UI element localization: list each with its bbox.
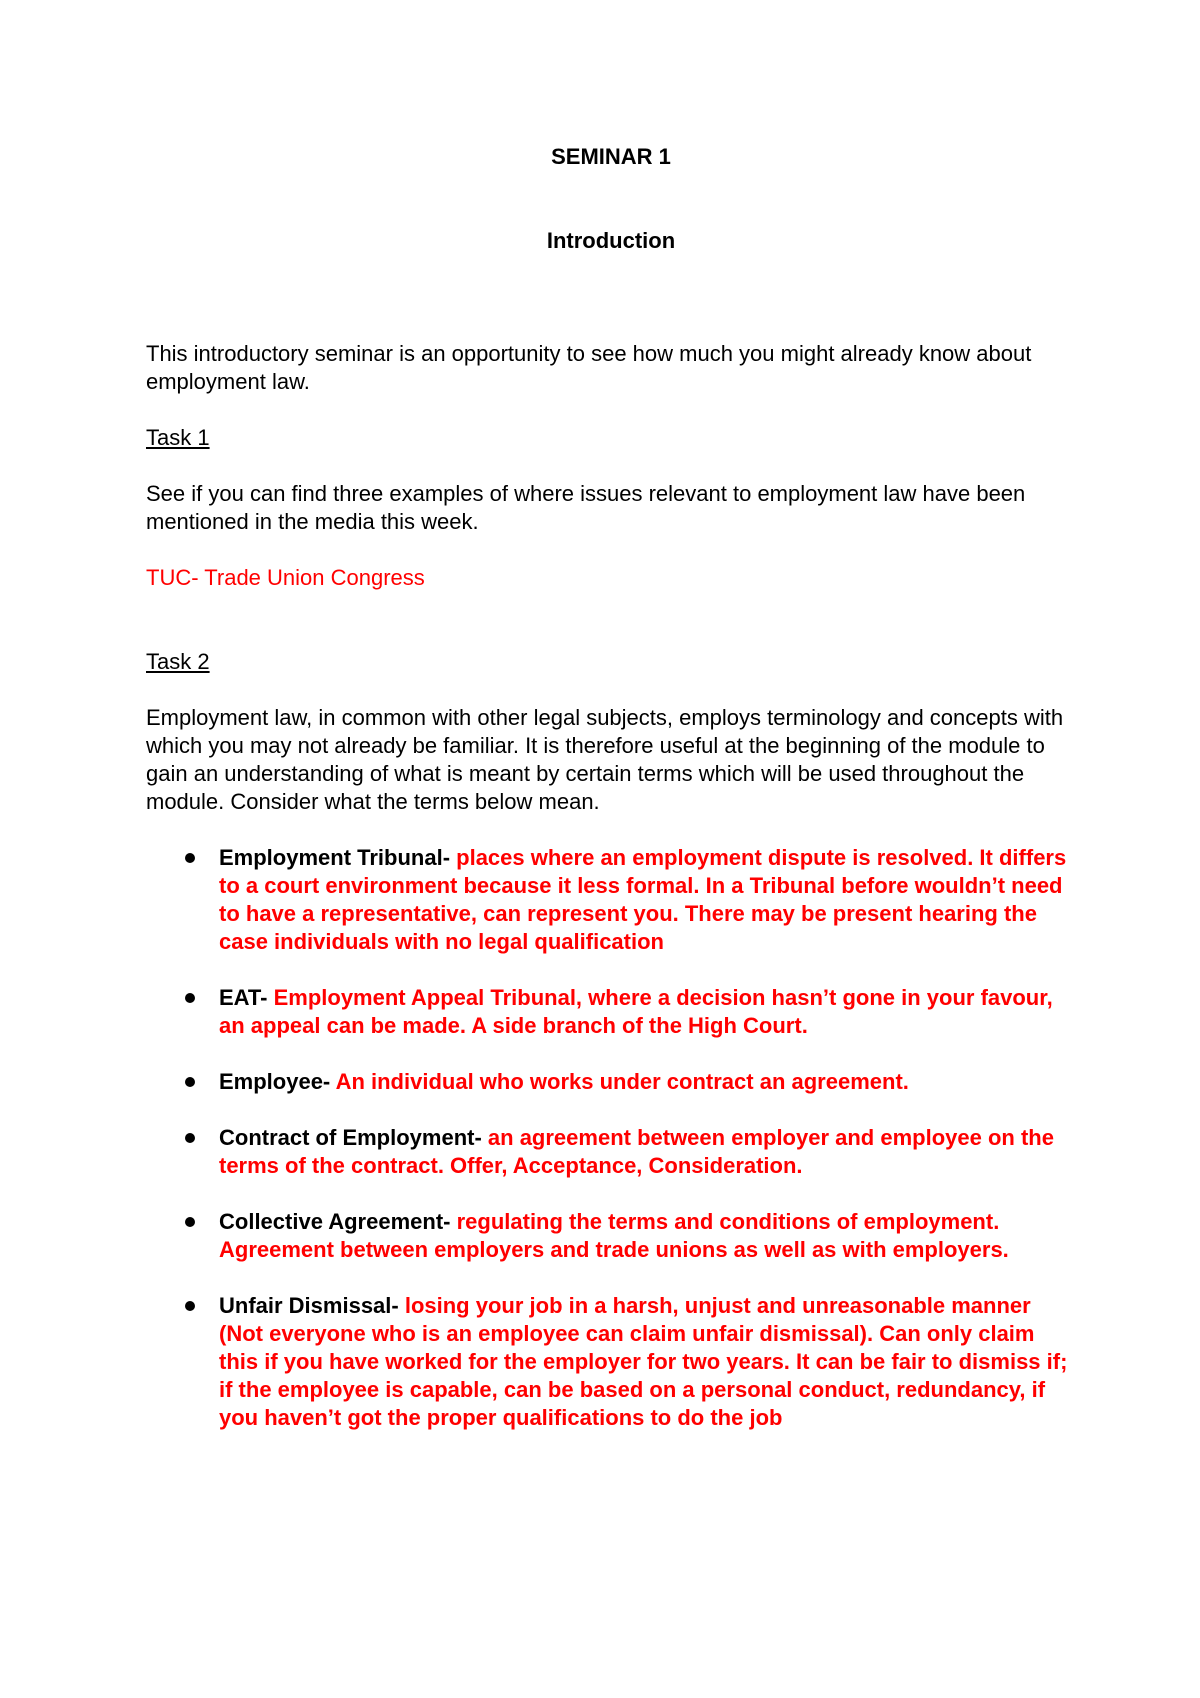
term-label: Unfair Dismissal- — [219, 1293, 405, 1318]
list-item — [146, 1208, 1076, 1264]
list-item — [146, 1068, 1076, 1096]
document-body — [146, 143, 1076, 1460]
document-title: SEMINAR 1 — [551, 144, 671, 169]
term-label: Collective Agreement- — [219, 1209, 457, 1234]
term-definition: Employment Appeal Tribunal, where a decision hasn’t gone in your favour, an appeal can be made. A side branch of the High Court. — [219, 985, 1053, 1038]
bullet-icon — [185, 1217, 195, 1227]
term-definition: an agreement between employer and employee on the terms of the contract. Offer, Acceptance, Consideration. — [219, 1125, 1054, 1178]
document-subtitle: Introduction — [546, 228, 676, 253]
list-item — [146, 1292, 1076, 1432]
task-2-body: Employment law, in common with other legal subjects, employs terminology and concepts with which you may not already be familiar. It is therefore useful at the beginning of the module to gain an understanding of what is meant by certain terms which will be used throughout the module. Consider what the terms below mean. — [146, 705, 1064, 814]
bullet-icon — [185, 993, 195, 1003]
task-2-heading: Task 2 — [146, 649, 210, 674]
intro-paragraph: This introductory seminar is an opportunity to see how much you might already know about employment law. — [146, 341, 1032, 394]
terms-list — [146, 844, 1076, 1432]
term-definition: An individual who works under contract an agreement. — [335, 1069, 909, 1094]
bullet-icon — [185, 853, 195, 863]
term-label: Employment Tribunal- — [219, 845, 457, 870]
bullet-icon — [185, 1077, 195, 1087]
task-1-heading: Task 1 — [146, 425, 210, 450]
bullet-icon — [185, 1133, 195, 1143]
list-item — [146, 1124, 1076, 1180]
term-definition: losing your job in a harsh, unjust and unreasonable manner (Not everyone who is an employee can claim unfair dismissal). Can only claim this if you have worked for the employer for two years. It can be fair to dismiss if; if the employee is capable, can be based on a personal conduct, redundancy, if you haven’t got the proper qualifications to do the job — [219, 1293, 1068, 1430]
term-label: EAT- — [219, 985, 274, 1010]
term-label: Contract of Employment- — [219, 1125, 488, 1150]
term-definition: places where an employment dispute is resolved. It differs to a court environment because it less formal. In a Tribunal before wouldn’t need to have a representative, can represent you. There may be present hearing the case individuals with no legal qualification — [219, 845, 1067, 954]
term-definition: regulating the terms and conditions of employment. Agreement between employers and trade unions as well as with employers. — [219, 1209, 1009, 1262]
bullet-icon — [185, 1301, 195, 1311]
task-1-body: See if you can find three examples of where issues relevant to employment law have been mentioned in the media this week. — [146, 481, 1026, 534]
list-item — [146, 984, 1076, 1040]
task-1-answer: TUC- Trade Union Congress — [146, 565, 425, 590]
list-item — [146, 844, 1076, 956]
term-label: Employee- — [219, 1069, 336, 1094]
